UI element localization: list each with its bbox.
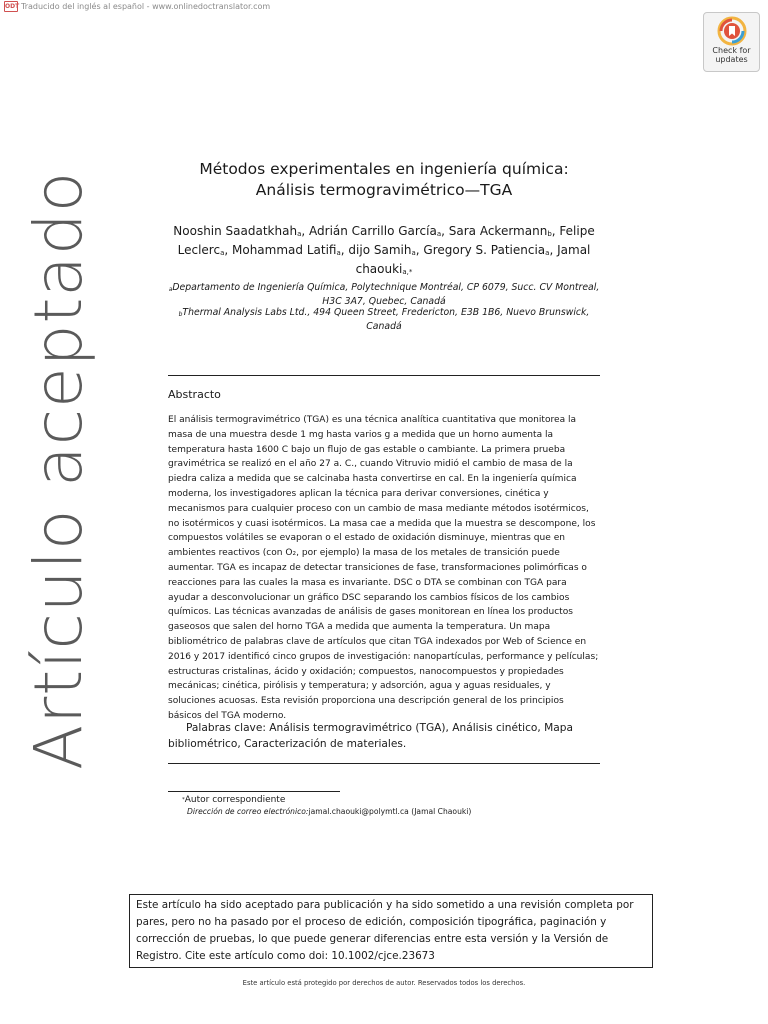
- email-link[interactable]: jamal.chaouki@polymtl.ca: [308, 807, 409, 816]
- author-affil-mark: a: [411, 249, 416, 257]
- author-name: Nooshin Saadatkhah: [173, 224, 298, 238]
- keywords: Palabras clave: Análisis termogravimétrico (TGA), Análisis cinético, Mapa bibliométrico, Caracterización de materiales.: [168, 722, 573, 750]
- author-affil-mark: a: [545, 249, 550, 257]
- email-label: Dirección de correo electrónico:: [187, 807, 309, 816]
- author-name: Felipe Leclerc: [177, 224, 595, 257]
- email-line: [187, 807, 471, 817]
- affiliation-mark: b: [178, 311, 183, 318]
- author-affil-mark: a: [336, 249, 341, 257]
- author-separator: ,: [441, 224, 449, 238]
- author-affil-mark: a: [436, 230, 442, 238]
- translator-link[interactable]: Traducido del inglés al español - www.onlinedoctranslator.com: [21, 1, 271, 11]
- author-name: Mohammad Latifi: [232, 243, 337, 257]
- title-line-2: Análisis termogravimétrico—TGA: [255, 181, 513, 199]
- abstract-heading: Abstracto: [168, 388, 221, 401]
- accepted-article-watermark: Artículo aceptado: [20, 170, 97, 770]
- author-name: Adrián Carrillo García: [309, 224, 437, 238]
- author-list: [168, 223, 600, 280]
- affiliations: [168, 282, 600, 332]
- abstract-body: El análisis termogravimétrico (TGA) es una técnica analítica cuantitativa que monitorea la masa de una muestra desde 1 mg hasta varios g a medida que un horno aumenta la temperatura hasta 1600 C bajo un flujo de gas estable o cambiante. La primera prueba gravimétrica se realizó en el año 27 a. C., cuando Vitruvio midió el cambio de masa de la piedra caliza a medida que se calcinaba hasta convertirse en cal. En la ingeniería química moderna, los investigadores aplican la técnica para derivar conversiones, cinética y mecanismos para cualquier proceso con un cambio de masa mediante métodos isotérmicos, no isotérmicos y cuasi isotérmicos. La masa cae a medida que la muestra se descompone, los compuestos volátiles se evaporan o el estado de oxidación disminuye, mientras que en ambientes reactivos (con O₂, por ejemplo) la masa de los metales de transición puede aumentar. TGA es incapaz de detectar transiciones de fase, transformaciones polimórficas o reacciones para las cuales la masa es invariante. DSC o DTA se combinan con TGA para ayudar a desconvolucionar un gráfico DSC separando los cambios físicos de los cambios químicos. Las técnicas avanzadas de análisis de gases monitorean en línea los productos gaseosos que salen del horno TGA a medida que aumenta la temperatura. Un mapa bibliométrico de palabras clave de artículos que citan TGA indexados por Web of Science en 2016 y 2017 identificó cinco grupos de investigación: nanopartículas, performance y películas; estructuras cristalinas, ácido y oxidación; compuestos, nanocompuestos y propiedades mecánicas; cinética, pirólisis y temperatura; y adsorción, agua y aguas residuales, y soluciones acuosas. Esta revisión proporciona una descripción general de los principios básicos del TGA moderno.: [168, 415, 599, 721]
- author-affil-mark: a,*: [402, 268, 413, 276]
- badge-line-2: updates: [715, 55, 748, 64]
- corresponding-author-note: [182, 794, 285, 806]
- corresponding-mark: *: [182, 797, 185, 803]
- translator-icon: ODT: [5, 2, 20, 10]
- author-separator: ,: [224, 243, 232, 257]
- author-name: dijo Samih: [348, 243, 412, 257]
- author-separator: ,: [549, 243, 558, 257]
- author-affil-mark: b: [547, 230, 552, 238]
- email-owner: (Jamal Chaouki): [408, 807, 472, 816]
- badge-line-1: Check for: [712, 46, 751, 55]
- affiliation-text: Departamento de Ingeniería Química, Polytechnique Montréal, CP 6079, Succ. CV Montreal, H3C 3A7, Quebec, Canadá: [172, 282, 600, 307]
- author-affil-mark: a: [220, 249, 225, 257]
- divider-top: [168, 375, 600, 376]
- author-separator: ,: [415, 243, 424, 257]
- affiliation-text: Thermal Analysis Labs Ltd., 494 Queen Street, Fredericton, E3B 1B6, Nuevo Brunswick, Canadá: [182, 307, 590, 332]
- check-for-updates-button[interactable]: [703, 12, 760, 72]
- divider-bottom: [168, 763, 600, 764]
- affiliation-b: [168, 307, 600, 332]
- footnote-divider: [168, 791, 340, 792]
- title-line-1: Métodos experimentales en ingeniería química:: [199, 160, 569, 178]
- corresponding-label: Autor correspondiente: [184, 795, 286, 805]
- author-separator: ,: [551, 224, 560, 238]
- author-separator: ,: [340, 243, 349, 257]
- paper-title: [168, 159, 600, 201]
- translator-banner[interactable]: [4, 0, 270, 12]
- author-affil-mark: a: [297, 230, 302, 238]
- affiliation-mark: a: [168, 286, 173, 293]
- check-for-updates-icon: [717, 16, 747, 46]
- affiliation-a: [168, 282, 600, 307]
- author-separator: ,: [301, 224, 310, 238]
- author-name: Jamal chaouki: [355, 243, 591, 276]
- copyright-footer: Este artículo está protegido por derechos de autor. Reservados todos los derechos.: [242, 979, 526, 987]
- author-name: Gregory S. Patiencia: [423, 243, 546, 257]
- author-name: Sara Ackermann: [448, 224, 548, 238]
- acceptance-notice-box: Este artículo ha sido aceptado para publicación y ha sido sometido a una revisión completa por pares, pero no ha pasado por el proceso de edición, composición tipográfica, paginación y corrección de pruebas, lo que puede generar diferencias entre esta versión y la Versión de Registro. Cite este artículo como doi: 10.1002/cjce.23673: [129, 894, 653, 968]
